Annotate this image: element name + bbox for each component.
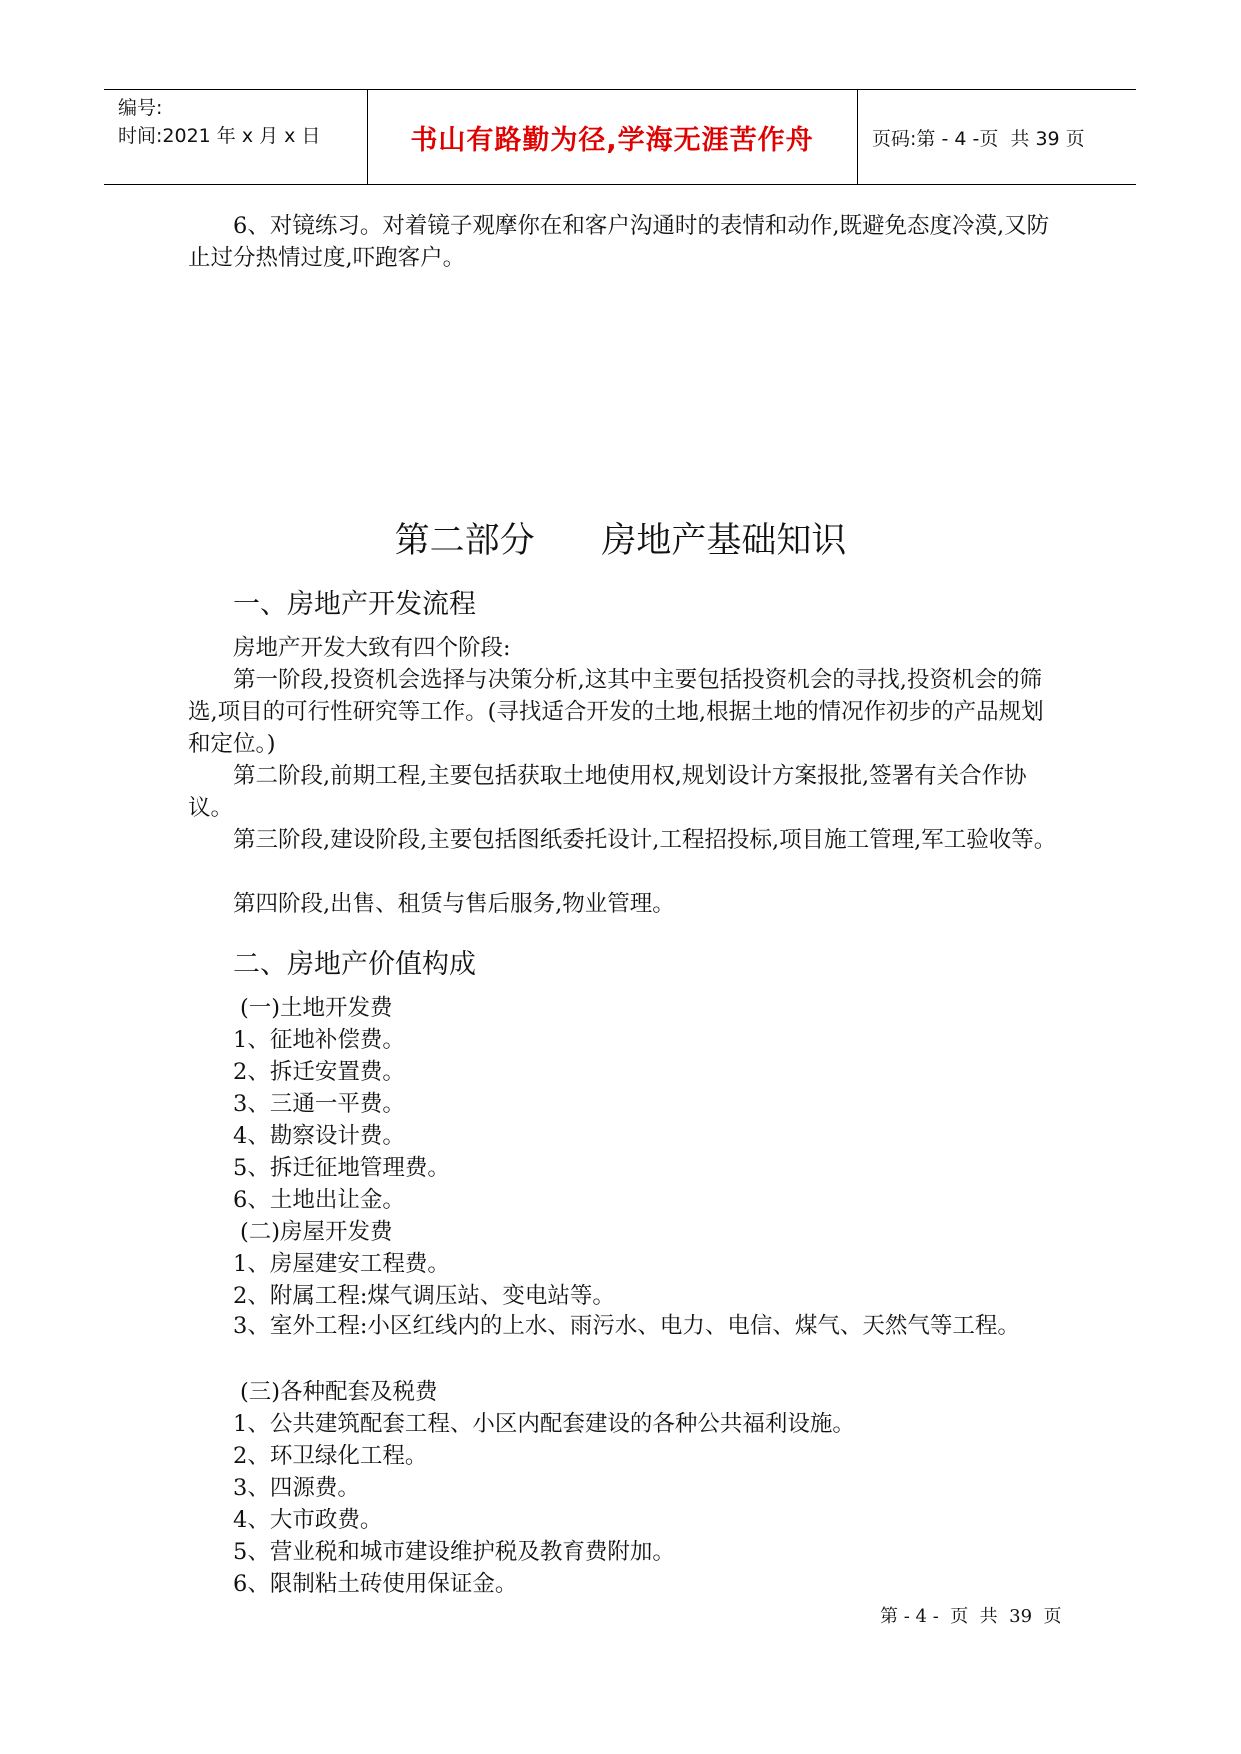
list-item: 1、公共建筑配套工程、小区内配套建设的各种公共福利设施。 <box>233 1411 855 1437</box>
paragraph-lead: 房地产开发大致有四个阶段: <box>233 635 511 661</box>
list-item: 2、拆迁安置费。 <box>233 1059 405 1085</box>
document-header <box>104 89 1136 185</box>
number-label: 编号: <box>118 97 163 119</box>
list-item: 6、限制粘土砖使用保证金。 <box>233 1571 518 1597</box>
list-item: 3、四源费。 <box>233 1475 360 1501</box>
list-item: 3、三通一平费。 <box>233 1091 405 1117</box>
time-label: 时间:2021 年 x 月 x 日 <box>118 125 321 147</box>
list-item: 5、拆迁征地管理费。 <box>233 1155 450 1181</box>
paragraph-stage-3: 第三阶段,建设阶段,主要包括图纸委托设计,工程招投标,项目施工管理,军工验收等。 <box>233 827 1057 853</box>
list-item: 1、房屋建安工程费。 <box>233 1251 450 1277</box>
list-item: 2、环卫绿化工程。 <box>233 1443 428 1469</box>
paragraph-stage-2: 第二阶段,前期工程,主要包括获取土地使用权,规划设计方案报批,签署有关合作协议。 <box>188 763 1027 821</box>
section-heading-development-process: 一、房地产开发流程 <box>233 589 476 620</box>
header-page-info: 页码:第 - 4 -页 共 39 页 <box>872 127 1085 150</box>
paragraph-mirror-practice: 6、对镜练习。对着镜子观摩你在和客户沟通时的表情和动作,既避免态度冷漠,又防止过分热情过度,吓跑客户。 <box>188 213 1050 271</box>
paragraph-stage-1: 第一阶段,投资机会选择与决策分析,这其中主要包括投资机会的寻找,投资机会的筛选,项目的可行性研究等工作。(寻找适合开发的土地,根据土地的情况作初步的产品规划和定位。) <box>188 667 1044 757</box>
list-item: 4、勘察设计费。 <box>233 1123 405 1149</box>
header-motto: 书山有路勤为径,学海无涯苦作舟 <box>410 124 814 156</box>
list-item: 2、附属工程:煤气调压站、变电站等。 <box>233 1283 615 1309</box>
list-item: 5、营业税和城市建设维护税及教育费附加。 <box>233 1539 675 1565</box>
header-divider <box>857 90 858 184</box>
header-meta <box>118 94 363 150</box>
section-heading-value-composition: 二、房地产价值构成 <box>233 949 476 980</box>
group-title-supporting-fees: (三)各种配套及税费 <box>240 1379 438 1405</box>
page-footer: 第 - 4 - 页 共 39 页 <box>880 1606 1062 1627</box>
list-item: 6、土地出让金。 <box>233 1187 405 1213</box>
part-title: 第二部分 房地产基础知识 <box>394 521 847 561</box>
paragraph-stage-4: 第四阶段,出售、租赁与售后服务,物业管理。 <box>233 891 675 917</box>
group-title-land-development: (一)土地开发费 <box>240 995 393 1021</box>
list-item: 4、大市政费。 <box>233 1507 383 1533</box>
group-title-building-development: (二)房屋开发费 <box>240 1219 393 1245</box>
list-item: 3、室外工程:小区红线内的上水、雨污水、电力、电信、煤气、天然气等工程。 <box>233 1313 1020 1339</box>
list-item: 1、征地补偿费。 <box>233 1027 405 1053</box>
